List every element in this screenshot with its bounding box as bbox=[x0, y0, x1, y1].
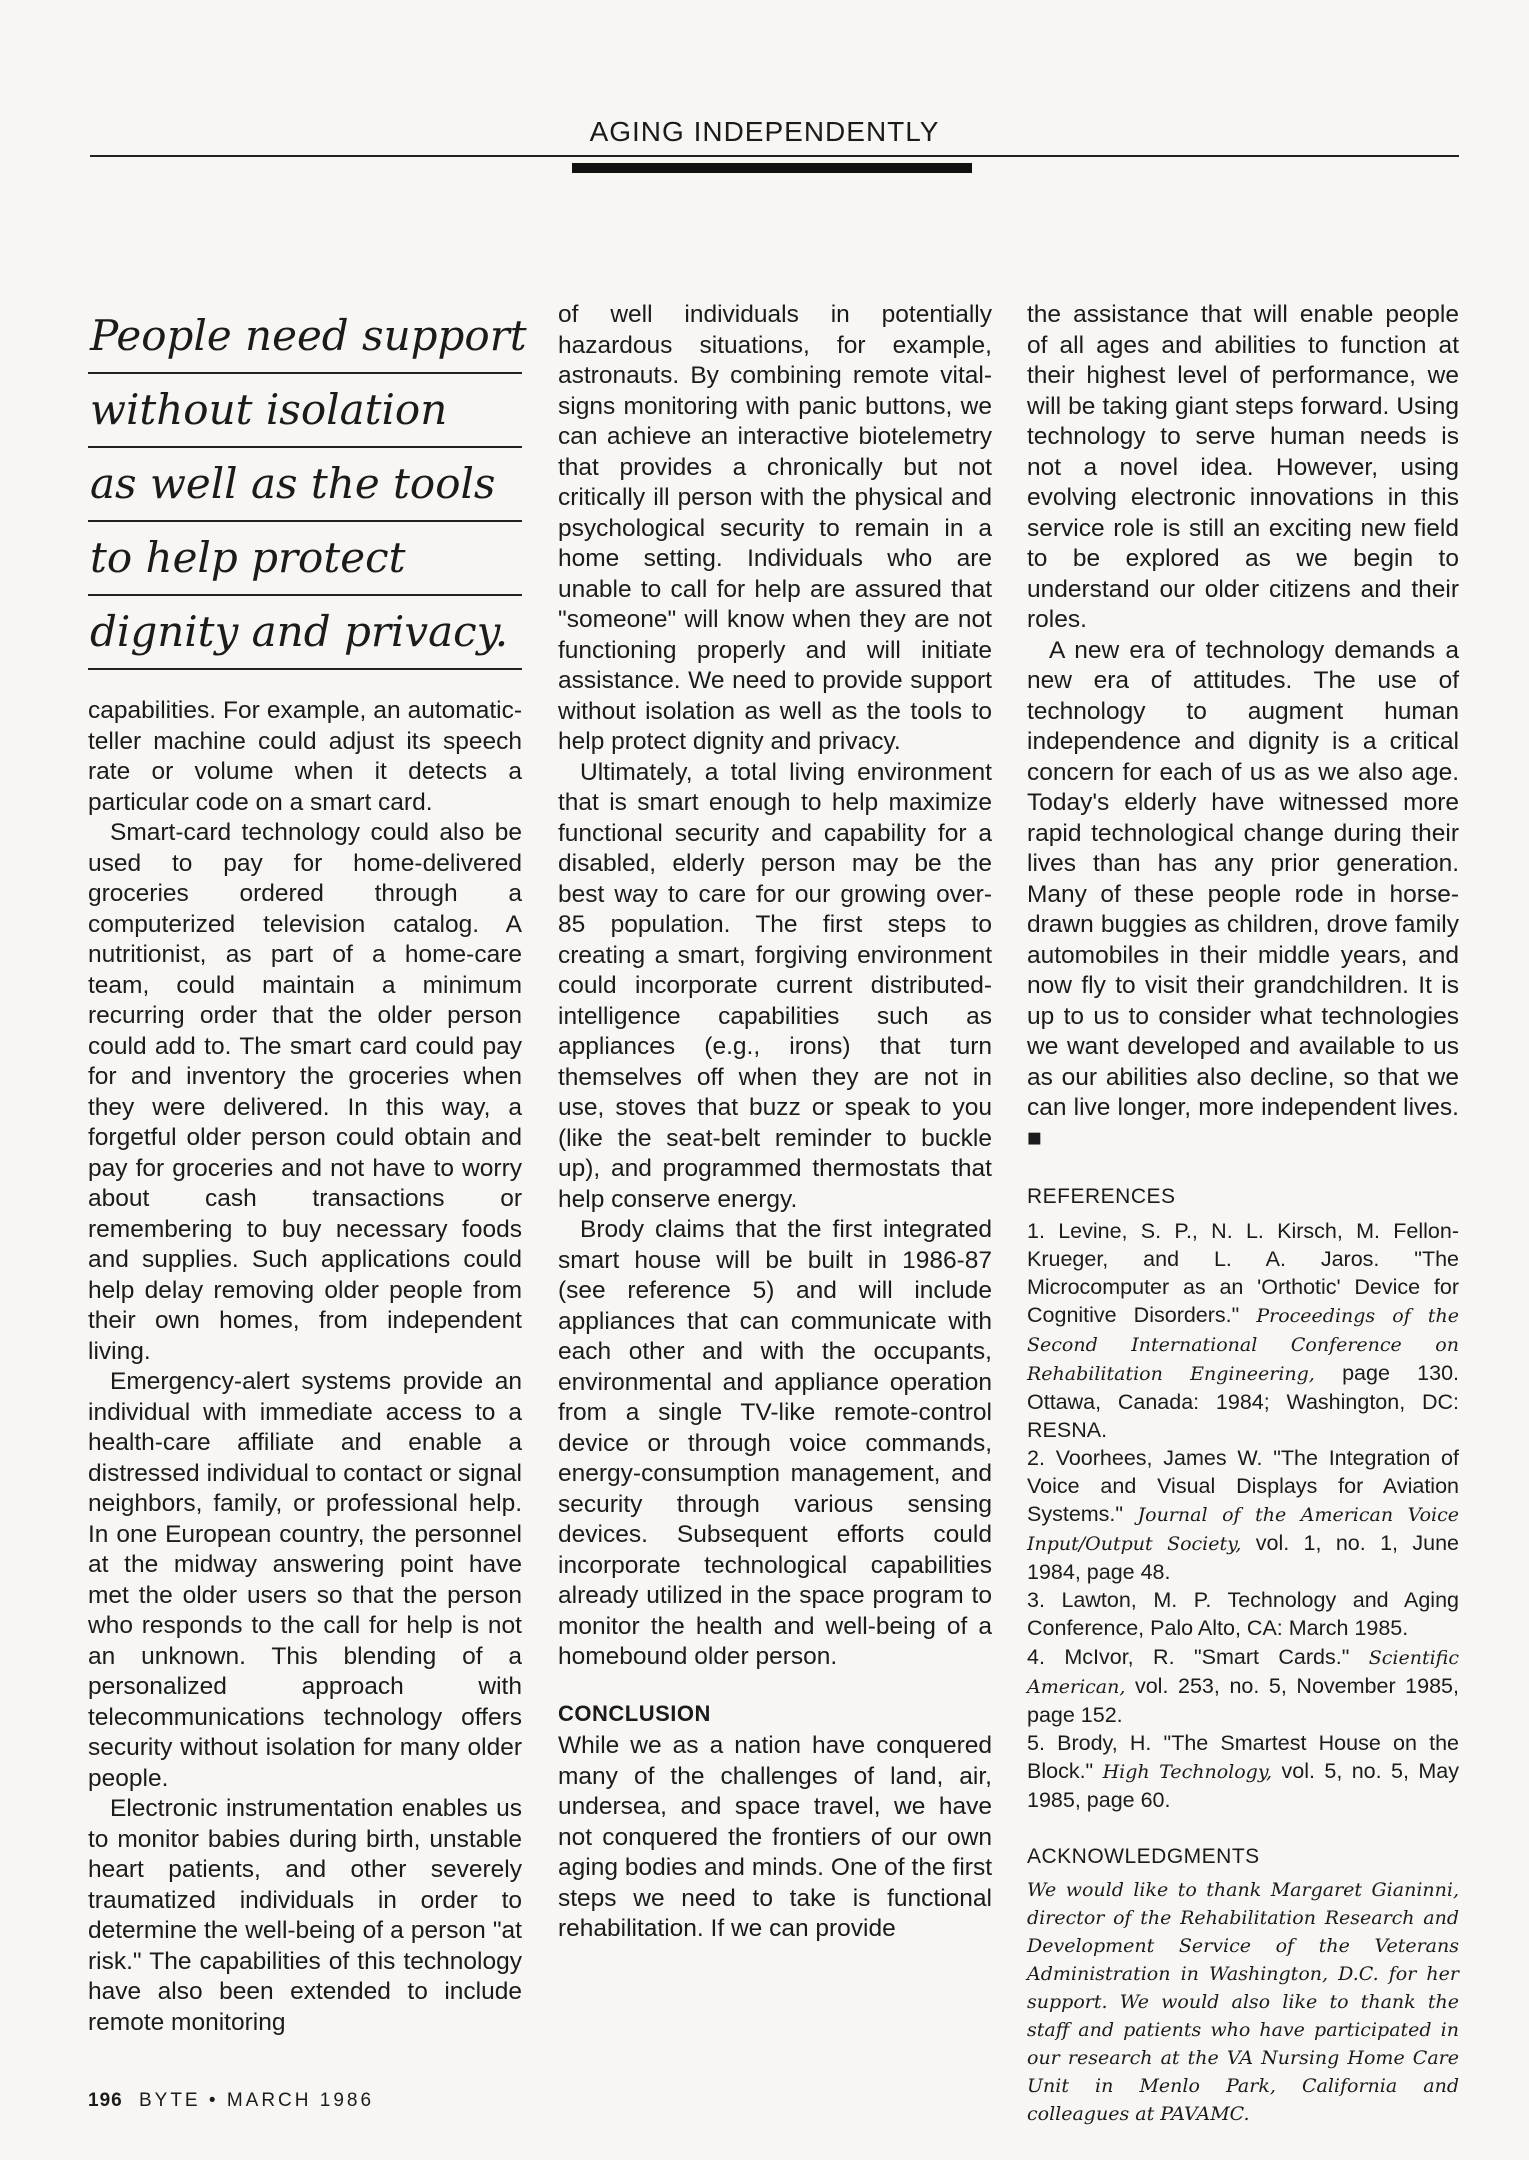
page-footer bbox=[88, 2090, 374, 2112]
header-rule bbox=[90, 155, 1459, 157]
header-bar bbox=[572, 163, 972, 173]
page-number: 196 bbox=[88, 2090, 123, 2111]
column-2 bbox=[558, 300, 992, 1945]
reference-item: 4. McIvor, R. "Smart Cards." Scientific American, vol. 253, no. 5, November 1985, page 152. bbox=[1027, 1644, 1459, 1727]
body-paragraph: Electronic instrumentation enables us to monitor babies during birth, unstable heart patients, and other severely traumatized individuals in order to determine the well-being of a person "at risk." The capabilities of this technology have also been extended to include remote monitoring bbox=[88, 1795, 522, 2036]
column-1 bbox=[88, 300, 527, 2038]
reference-item: 5. Brody, H. "The Smartest House on the Block." High Technology, vol. 5, no. 5, May 1985, page 60. bbox=[1027, 1730, 1460, 1812]
acknowledgments-heading: ACKNOWLEDGMENTS bbox=[1027, 1844, 1260, 1868]
body-paragraph: A new era of technology demands a new era of attitudes. The use of technology to augment human independence and dignity is a critical concern for each of us as we also age. Today's elderly have witnessed more rapid technological change during their lives than has any prior generation. Many of these people rode in horse-drawn buggies as children, drove family automobiles in their middle years, and now fly to visit their grandchildren. It is up to us to consider what technologies we want developed and available to us as our abilities also decline, so that we can live longer, more independent lives. ■ bbox=[1027, 636, 1459, 1152]
pull-quote bbox=[88, 300, 527, 670]
column-3 bbox=[1027, 300, 1459, 2128]
body-paragraph: Emergency-alert systems provide an individual with immediate access to a health-care affiliate and enable a distressed individual to contact or signal neighbors, family, or professional help. In one European country, the personnel at the midway answering point have met the older users so that the person who responds to the call for help is not an unknown. This blending of a personalized approach with telecommunications technology offers security without isolation for many older people. bbox=[88, 1368, 522, 1792]
body-paragraph: While we as a nation have conquered many of the challenges of land, air, undersea, and space travel, we have not conquered the frontiers of our own aging bodies and minds. One of the first steps we need to take is functional rehabilitation. If we can provide bbox=[558, 1732, 992, 1942]
pull-quote-line: as well as the tools bbox=[88, 448, 522, 522]
reference-item: 3. Lawton, M. P. Technology and Aging Conference, Palo Alto, CA: March 1985. bbox=[1027, 1587, 1459, 1640]
body-paragraph: capabilities. For example, an automatic-teller machine could adjust its speech rate or volume when it detects a particular code on a smart card. bbox=[88, 697, 522, 816]
body-paragraph: Ultimately, a total living environment that is smart enough to help maximize functional security and capability for a disabled, elderly person may be the best way to care for our growing over-85 population. The first steps to creating a smart, forgiving environment could incorporate current distributed-intelligence capabilities such as appliances (e.g., irons) that turn themselves off when they are not in use, stoves that buzz or speak to you (like the seat-belt reminder to buckle up), and programmed thermostats that help conserve energy. bbox=[558, 758, 992, 1213]
pull-quote-line: to help protect bbox=[88, 522, 522, 596]
references-list bbox=[1027, 1217, 1459, 1814]
acknowledgments bbox=[1027, 1876, 1459, 2128]
reference-item: 2. Voorhees, James W. "The Integration of Voice and Visual Displays for Aviation Systems." Journal of the American Voice Input/Output Society, vol. 1, no. 1, June 1984, page 48. bbox=[1027, 1445, 1459, 1584]
body-paragraph: Smart-card technology could also be used to pay for home-delivered groceries ordered through a computerized television catalog. A nutritionist, as part of a home-care team, could maintain a minimum recurring order that the older person could add to. The smart card could pay for and inventory the groceries when they were delivered. In this way, a forgetful older person could obtain and pay for groceries and not have to worry about cash transactions or remembering to buy necessary foods and supplies. Such applications could help delay removing older people from their own homes, from independent living. bbox=[88, 819, 522, 1365]
pull-quote-line: without isolation bbox=[88, 374, 522, 448]
references-heading: REFERENCES bbox=[1027, 1185, 1176, 1208]
body-paragraph: Brody claims that the first integrated smart house will be built in 1986-87 (see reference 5) and will include appliances that can communicate with each other and with the occupants, environmental and appliance operation from a single TV-like remote-control device or through voice commands, energy-consumption management, and security through various sensing devices. Subsequent efforts could incorporate technological capabilities already utilized in the space program to monitor the health and well-being of a homebound older person. bbox=[558, 1216, 992, 1670]
reference-item: 1. Levine, S. P., N. L. Kirsch, M. Fellon-Krueger, and L. A. Jaros. "The Microcomputer as an 'Orthotic' Device for Cognitive Disorders." Proceedings of the Second International Conference on Rehabilitation Engineering, page 130. Ottawa, Canada: 1984; Washington, DC: RESNA. bbox=[1027, 1218, 1459, 1442]
body-paragraph: the assistance that will enable people of all ages and abilities to function at their highest level of performance, we will be taking giant steps forward. Using technology to serve human needs is not a novel idea. However, using evolving electronic innovations in this service role is still an exciting new field to be explored as we begin to understand our older citizens and their roles. bbox=[1027, 301, 1459, 633]
pull-quote-line: dignity and privacy. bbox=[88, 596, 522, 670]
pull-quote-line: People need support bbox=[88, 300, 522, 374]
publication-info: BYTE • MARCH 1986 bbox=[138, 2090, 375, 2111]
running-head: AGING INDEPENDENTLY bbox=[589, 116, 940, 147]
conclusion-heading: CONCLUSION bbox=[558, 1700, 711, 1726]
body-paragraph: of well individuals in potentially hazardous situations, for example, astronauts. By combining remote vital-signs monitoring with panic buttons, we can achieve an interactive biotelemetry that provides a chronically but not critically ill person with the physical and psychological security to remain in a home setting. Individuals who are unable to call for help are assured that "someone" will know when they are not functioning properly and will initiate assistance. We need to provide support without isolation as well as the tools to help protect dignity and privacy. bbox=[558, 301, 992, 755]
acknowledgments-text: We would like to thank Margaret Gianinni, director of the Rehabilitation Research and Development Service of the Veterans Administration in Washington, D.C. for her support. We would also like to thank the staff and patients who have participated in our research at the VA Nursing Home Care Unit in Menlo Park, California and colleagues at PAVAMC. bbox=[1027, 1879, 1459, 2125]
